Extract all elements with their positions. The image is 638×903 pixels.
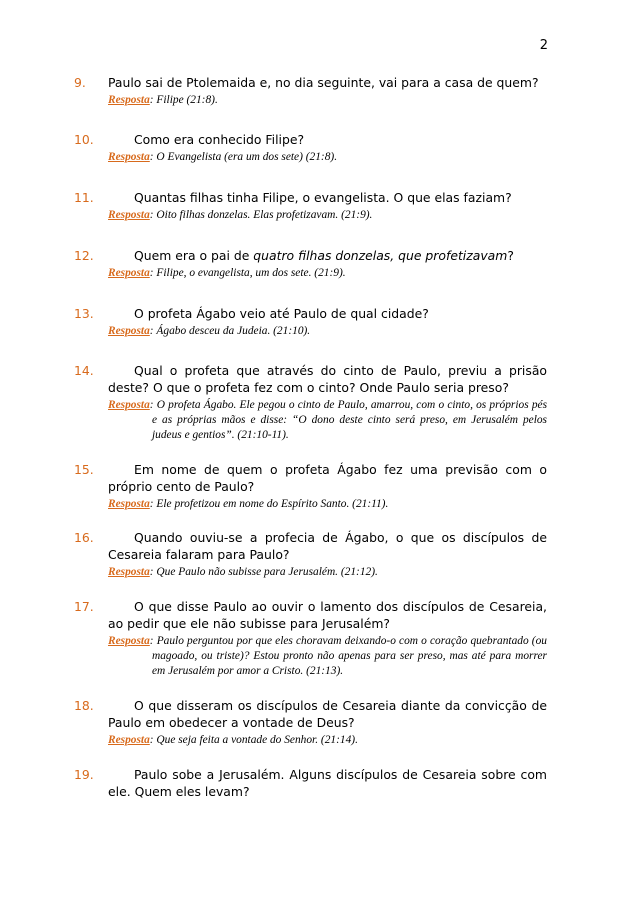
answer-label: Resposta (108, 498, 150, 510)
qa-item-13 (74, 305, 547, 339)
qa-item-11 (74, 189, 547, 223)
answer-text: : O profeta Ágabo. Ele pegou o cinto de Paulo, amarrou, com o cinto, os próprios pés e as próprias mãos e disse: “O dono deste cinto será preso, em Jerusalém pelos judeus e gentios”. (21:10-11). (149, 399, 547, 441)
question-number: 14. (74, 363, 94, 378)
answer-label: Resposta (108, 151, 150, 163)
answer-text: : Paulo perguntou por que eles choravam deixando-o com o coração quebrantado (ou magoado, ou triste)? Estou pronto não apenas para ser preso, mas até para morrer em Jerusalém por amor a Cristo. (21:13). (149, 635, 547, 677)
question-text: Quando ouviu-se a profecia de Ágabo, o que os discípulos de Cesareia falaram para Paulo? (108, 530, 547, 562)
answer-text: : Que seja feita a vontade do Senhor. (21:14). (149, 734, 358, 746)
question-text: Em nome de quem o profeta Ágabo fez uma previsão com o próprio cento de Paulo? (108, 462, 547, 494)
question (74, 598, 547, 632)
answer-text: : Filipe, o evangelista, um dos sete. (21:9). (149, 267, 346, 279)
answer-text: : Oito filhas donzelas. Elas profetizavam. (21:9). (149, 209, 373, 221)
qa-item-14 (74, 362, 547, 443)
qa-item-15 (74, 461, 547, 512)
question-text: Paulo sai de Ptolemaida e, no dia seguinte, vai para a casa de quem? (108, 75, 539, 90)
question (74, 131, 547, 148)
question (74, 189, 547, 206)
answer (108, 324, 547, 339)
answer (108, 634, 547, 679)
answer-label: Resposta (108, 94, 150, 106)
question-text: Paulo sobe a Jerusalém. Alguns discípulos de Cesareia sobre com ele. Quem eles levam? (108, 767, 547, 799)
question-number: 15. (74, 462, 94, 477)
question-number: 13. (74, 306, 94, 321)
answer-text: : Que Paulo não subisse para Jerusalém. (21:12). (149, 566, 378, 578)
question (74, 305, 547, 322)
question-number: 9. (74, 75, 86, 90)
question-emphasis: quatro filhas donzelas, que profetizavam (253, 248, 508, 263)
question (74, 247, 547, 264)
question (74, 461, 547, 495)
answer (108, 398, 547, 443)
question-number: 11. (74, 190, 94, 205)
question-text: Como era conhecido Filipe? (134, 132, 305, 147)
answer (108, 266, 547, 281)
answer-text: : O Evangelista (era um dos sete) (21:8). (149, 151, 338, 163)
qa-item-10 (74, 131, 547, 165)
answer-label: Resposta (108, 734, 150, 746)
question (74, 766, 547, 800)
question-number: 18. (74, 698, 94, 713)
answer-label: Resposta (108, 325, 150, 337)
answer-text: : Filipe (21:8). (149, 94, 218, 106)
answer-label: Resposta (108, 209, 150, 221)
answer (108, 497, 547, 512)
answer-label: Resposta (108, 635, 150, 647)
question-text: Quem era o pai de (134, 248, 254, 263)
question-text: O que disseram os discípulos de Cesareia diante da convicção de Paulo em obedecer a vontade de Deus? (108, 698, 547, 730)
qa-item-9 (74, 74, 547, 108)
answer (108, 565, 547, 580)
question-number: 16. (74, 530, 94, 545)
question-number: 12. (74, 248, 94, 263)
question-text: Qual o profeta que através do cinto de Paulo, previu a prisão deste? O que o profeta fez com o cinto? Onde Paulo seria preso? (108, 363, 547, 395)
qa-item-17 (74, 598, 547, 679)
question (74, 74, 547, 91)
answer (108, 733, 547, 748)
question (74, 697, 547, 731)
question (74, 362, 547, 396)
answer-label: Resposta (108, 267, 150, 279)
question-text: O que disse Paulo ao ouvir o lamento dos discípulos de Cesareia, ao pedir que ele não subisse para Jerusalém? (108, 599, 547, 631)
question-number: 10. (74, 132, 94, 147)
qa-item-18 (74, 697, 547, 748)
answer-label: Resposta (108, 566, 150, 578)
answer (108, 150, 547, 165)
qa-item-12 (74, 247, 547, 281)
answer (108, 208, 547, 223)
answer-text: : Ele profetizou em nome do Espírito Santo. (21:11). (149, 498, 389, 510)
question-number: 17. (74, 599, 94, 614)
question-end: ? (507, 248, 514, 263)
answer (108, 93, 547, 108)
qa-item-16 (74, 529, 547, 580)
answer-text: : Ágabo desceu da Judeia. (21:10). (149, 325, 311, 337)
answer-label: Resposta (108, 399, 150, 411)
question-text: O profeta Ágabo veio até Paulo de qual cidade? (134, 306, 429, 321)
question-number: 19. (74, 767, 94, 782)
question (74, 529, 547, 563)
page-number: 2 (539, 38, 548, 53)
question-text: Quantas filhas tinha Filipe, o evangelista. O que elas faziam? (134, 190, 512, 205)
qa-item-19 (74, 766, 547, 800)
